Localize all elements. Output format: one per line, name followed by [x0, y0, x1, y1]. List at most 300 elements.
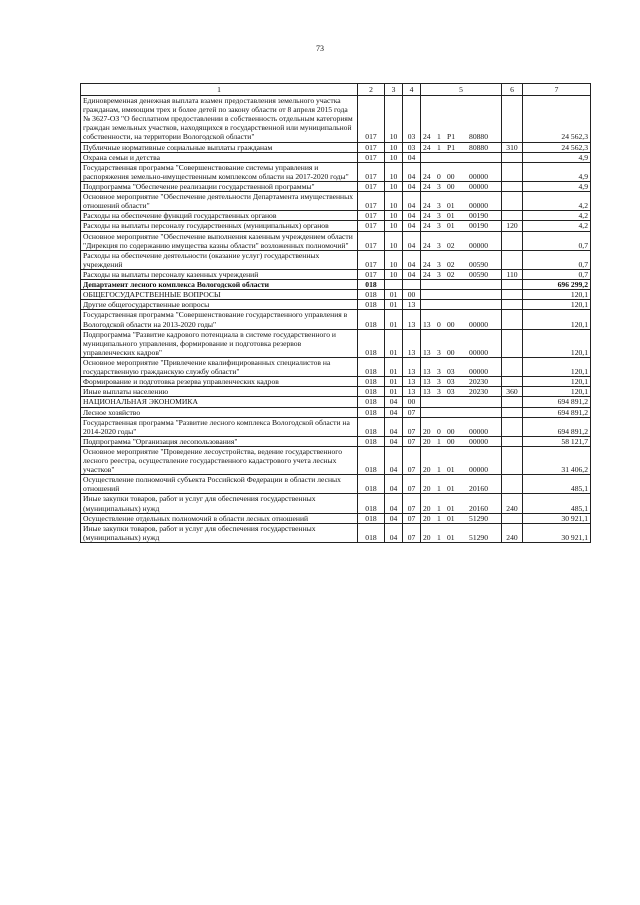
- vr-cell: [502, 407, 523, 417]
- program-code-part: 00: [447, 426, 455, 436]
- program-code-part: 3: [437, 259, 441, 269]
- program-code-part: 1: [437, 142, 441, 152]
- rz-cell: 10: [385, 192, 403, 211]
- row-name-cell: Расходы на обеспечение функций государственных органов: [81, 211, 358, 221]
- pr-cell: 07: [403, 407, 421, 417]
- program-code-cell: [421, 250, 502, 269]
- ved-cell: 018: [358, 280, 385, 290]
- rz-cell: 10: [385, 269, 403, 279]
- pr-cell: 04: [403, 231, 421, 250]
- program-code-part: 02: [447, 269, 455, 279]
- program-code-part: 20: [423, 532, 431, 542]
- program-code-part: 3: [437, 211, 441, 221]
- table-row: [81, 192, 591, 211]
- rz-cell: 04: [385, 417, 403, 436]
- vr-cell: [502, 436, 523, 446]
- program-code-cell: [421, 436, 502, 446]
- vr-cell: [502, 280, 523, 290]
- ved-cell: 018: [358, 290, 385, 300]
- pr-cell: 04: [403, 192, 421, 211]
- program-code-part: 24: [423, 240, 431, 250]
- header-cell: 7: [523, 84, 591, 96]
- table-row: [81, 181, 591, 191]
- rz-cell: 10: [385, 250, 403, 269]
- program-code-part: 13: [423, 377, 431, 387]
- sum-cell: 4,2: [523, 221, 591, 231]
- program-code-part: 01: [447, 503, 455, 513]
- program-code-cell: [421, 181, 502, 191]
- program-code-part: 24: [423, 221, 431, 231]
- ved-cell: 018: [358, 377, 385, 387]
- pr-cell: 07: [403, 417, 421, 436]
- table-row: [81, 211, 591, 221]
- program-code-part: 80880: [469, 132, 488, 142]
- vr-cell: [502, 152, 523, 162]
- ved-cell: 018: [358, 417, 385, 436]
- sum-cell: 485,1: [523, 494, 591, 513]
- sum-cell: 24 562,3: [523, 96, 591, 143]
- program-code-part: 00: [447, 436, 455, 446]
- sum-cell: 0,7: [523, 231, 591, 250]
- table-row: [81, 475, 591, 494]
- table-row: [81, 397, 591, 407]
- program-code-part: 24: [423, 132, 431, 142]
- program-code-part: 1: [437, 132, 441, 142]
- program-code-part: 13: [423, 347, 431, 357]
- program-code-cell: [421, 377, 502, 387]
- ved-cell: 017: [358, 211, 385, 221]
- program-code-part: 00: [447, 171, 455, 181]
- program-code-cell: [421, 231, 502, 250]
- vr-cell: [502, 397, 523, 407]
- program-code-part: 01: [447, 532, 455, 542]
- ved-cell: 017: [358, 162, 385, 181]
- pr-cell: 13: [403, 357, 421, 376]
- row-name-cell: Подпрограмма "Организация лесопользования": [81, 436, 358, 446]
- pr-cell: 13: [403, 387, 421, 397]
- pr-cell: 04: [403, 250, 421, 269]
- program-code-cell: [421, 221, 502, 231]
- pr-cell: 07: [403, 494, 421, 513]
- sum-cell: 24 562,3: [523, 142, 591, 152]
- row-name-cell: Государственная программа "Развитие лесного комплекса Вологодской области на 2014-2020 годы": [81, 417, 358, 436]
- sum-cell: 120,1: [523, 300, 591, 310]
- rz-cell: 04: [385, 494, 403, 513]
- program-code-part: 20160: [469, 484, 488, 494]
- program-code-part: P1: [447, 132, 456, 142]
- vr-cell: [502, 96, 523, 143]
- rz-cell: [385, 280, 403, 290]
- program-code-cell: [421, 142, 502, 152]
- program-code-cell: [421, 300, 502, 310]
- pr-cell: [403, 280, 421, 290]
- program-code-part: 0: [437, 319, 441, 329]
- program-code-part: 01: [447, 484, 455, 494]
- vr-cell: [502, 446, 523, 474]
- program-code-part: 00190: [469, 221, 488, 231]
- table-row: [81, 523, 591, 542]
- table-row: [81, 387, 591, 397]
- program-code-part: P1: [447, 142, 456, 152]
- rz-cell: 01: [385, 329, 403, 357]
- sum-cell: 4,2: [523, 192, 591, 211]
- table-row: [81, 250, 591, 269]
- rz-cell: 04: [385, 475, 403, 494]
- table-header-row: [81, 84, 591, 96]
- program-code-part: 20: [423, 465, 431, 475]
- program-code-cell: [421, 211, 502, 221]
- program-code-part: 1: [437, 465, 441, 475]
- row-name-cell: Осуществление полномочий субъекта Российской Федерации в области лесных отношений: [81, 475, 358, 494]
- program-code-part: 00000: [469, 240, 488, 250]
- rz-cell: 01: [385, 377, 403, 387]
- program-code-part: 24: [423, 211, 431, 221]
- rz-cell: 10: [385, 142, 403, 152]
- pr-cell: 07: [403, 475, 421, 494]
- ved-cell: 018: [358, 446, 385, 474]
- vr-cell: [502, 377, 523, 387]
- row-name-cell: Иные закупки товаров, работ и услуг для обеспечения государственных (муниципальных) нужд: [81, 523, 358, 542]
- sum-cell: 120,1: [523, 357, 591, 376]
- header-cell: 6: [502, 84, 523, 96]
- program-code-part: 00190: [469, 211, 488, 221]
- program-code-part: 3: [437, 347, 441, 357]
- program-code-cell: [421, 162, 502, 181]
- program-code-cell: [421, 397, 502, 407]
- table-row: [81, 280, 591, 290]
- program-code-part: 02: [447, 240, 455, 250]
- pr-cell: 00: [403, 397, 421, 407]
- vr-cell: [502, 475, 523, 494]
- program-code-cell: [421, 192, 502, 211]
- program-code-part: 01: [447, 211, 455, 221]
- rz-cell: 10: [385, 211, 403, 221]
- program-code-cell: [421, 417, 502, 436]
- vr-cell: [502, 250, 523, 269]
- program-code-part: 3: [437, 181, 441, 191]
- pr-cell: 04: [403, 269, 421, 279]
- program-code-part: 00000: [469, 426, 488, 436]
- row-name-cell: Иные закупки товаров, работ и услуг для обеспечения государственных (муниципальных) нужд: [81, 494, 358, 513]
- program-code-part: 24: [423, 269, 431, 279]
- row-name-cell: Государственная программа "Совершенствование государственного управления в Вологодской области на 2013-2020 годы": [81, 310, 358, 329]
- sum-cell: 120,1: [523, 387, 591, 397]
- program-code-part: 00000: [469, 181, 488, 191]
- program-code-part: 1: [437, 532, 441, 542]
- pr-cell: 04: [403, 152, 421, 162]
- program-code-cell: [421, 96, 502, 143]
- rz-cell: 04: [385, 397, 403, 407]
- row-name-cell: Основное мероприятие "Проведение лесоустройства, ведение государственного лесного реестра, осуществление государственного кадастрового учета лесных участков": [81, 446, 358, 474]
- sum-cell: 0,7: [523, 269, 591, 279]
- page-number: 73: [316, 44, 324, 53]
- program-code-part: 03: [447, 367, 455, 377]
- program-code-part: 0: [437, 171, 441, 181]
- table-row: [81, 436, 591, 446]
- rz-cell: 10: [385, 221, 403, 231]
- row-name-cell: Расходы на обеспечение деятельности (оказание услуг) государственных учреждений: [81, 250, 358, 269]
- sum-cell: 120,1: [523, 329, 591, 357]
- sum-cell: 485,1: [523, 475, 591, 494]
- program-code-part: 3: [437, 377, 441, 387]
- rz-cell: 04: [385, 446, 403, 474]
- rz-cell: 10: [385, 96, 403, 143]
- program-code-part: 20: [423, 426, 431, 436]
- sum-cell: 694 891,2: [523, 417, 591, 436]
- ved-cell: 018: [358, 523, 385, 542]
- header-cell: 5: [421, 84, 502, 96]
- ved-cell: 018: [358, 475, 385, 494]
- sum-cell: 120,1: [523, 377, 591, 387]
- program-code-part: 20: [423, 484, 431, 494]
- row-name-cell: Осуществление отдельных полномочий в области лесных отношений: [81, 513, 358, 523]
- rz-cell: 01: [385, 387, 403, 397]
- table-row: [81, 152, 591, 162]
- vr-cell: [502, 513, 523, 523]
- program-code-part: 13: [423, 319, 431, 329]
- program-code-cell: [421, 329, 502, 357]
- pr-cell: 07: [403, 523, 421, 542]
- program-code-part: 00000: [469, 347, 488, 357]
- rz-cell: 04: [385, 436, 403, 446]
- ved-cell: 017: [358, 269, 385, 279]
- program-code-part: 00590: [469, 269, 488, 279]
- program-code-part: 20: [423, 513, 431, 523]
- ved-cell: 018: [358, 436, 385, 446]
- rz-cell: 04: [385, 523, 403, 542]
- sum-cell: 120,1: [523, 290, 591, 300]
- row-name-cell: ОБЩЕГОСУДАРСТВЕННЫЕ ВОПРОСЫ: [81, 290, 358, 300]
- pr-cell: 04: [403, 211, 421, 221]
- pr-cell: 03: [403, 96, 421, 143]
- program-code-cell: [421, 387, 502, 397]
- vr-cell: [502, 310, 523, 329]
- program-code-part: 20: [423, 436, 431, 446]
- sum-cell: 4,9: [523, 162, 591, 181]
- sum-cell: 30 921,1: [523, 523, 591, 542]
- program-code-part: 51290: [469, 532, 488, 542]
- rz-cell: 10: [385, 181, 403, 191]
- table-row: [81, 377, 591, 387]
- table-row: [81, 231, 591, 250]
- pr-cell: 07: [403, 446, 421, 474]
- pr-cell: 13: [403, 329, 421, 357]
- ved-cell: 018: [358, 310, 385, 329]
- program-code-part: 20230: [469, 377, 488, 387]
- row-name-cell: Расходы на выплаты персоналу государственных (муниципальных) органов: [81, 221, 358, 231]
- sum-cell: 696 299,2: [523, 280, 591, 290]
- pr-cell: 03: [403, 142, 421, 152]
- program-code-part: 0: [437, 426, 441, 436]
- pr-cell: 04: [403, 221, 421, 231]
- ved-cell: 017: [358, 192, 385, 211]
- vr-cell: [502, 211, 523, 221]
- rz-cell: 01: [385, 310, 403, 329]
- program-code-cell: [421, 310, 502, 329]
- program-code-part: 24: [423, 181, 431, 191]
- ved-cell: 017: [358, 221, 385, 231]
- pr-cell: 13: [403, 300, 421, 310]
- sum-cell: 31 406,2: [523, 446, 591, 474]
- rz-cell: 04: [385, 513, 403, 523]
- table-row: [81, 494, 591, 513]
- ved-cell: 017: [358, 250, 385, 269]
- vr-cell: [502, 162, 523, 181]
- program-code-cell: [421, 152, 502, 162]
- program-code-part: 01: [447, 201, 455, 211]
- program-code-part: 00000: [469, 436, 488, 446]
- program-code-cell: [421, 446, 502, 474]
- ved-cell: 018: [358, 494, 385, 513]
- rz-cell: 10: [385, 162, 403, 181]
- sum-cell: 694 891,2: [523, 397, 591, 407]
- program-code-part: 03: [447, 377, 455, 387]
- program-code-part: 80880: [469, 142, 488, 152]
- program-code-part: 24: [423, 171, 431, 181]
- program-code-part: 13: [423, 387, 431, 397]
- program-code-part: 01: [447, 513, 455, 523]
- program-code-part: 3: [437, 367, 441, 377]
- program-code-part: 13: [423, 367, 431, 377]
- vr-cell: 120: [502, 221, 523, 231]
- row-name-cell: Государственная программа "Совершенствование системы управления и распоряжения земельно-имущественным комплексом области на 2017-2020 годы": [81, 162, 358, 181]
- program-code-part: 24: [423, 259, 431, 269]
- sum-cell: 120,1: [523, 310, 591, 329]
- program-code-part: 00000: [469, 171, 488, 181]
- row-name-cell: Иные выплаты населению: [81, 387, 358, 397]
- sum-cell: 4,9: [523, 181, 591, 191]
- ved-cell: 018: [358, 357, 385, 376]
- program-code-part: 1: [437, 436, 441, 446]
- ved-cell: 018: [358, 300, 385, 310]
- ved-cell: 018: [358, 397, 385, 407]
- pr-cell: 07: [403, 436, 421, 446]
- row-name-cell: Основное мероприятие "Обеспечение деятельности Департамента имущественных отношений области": [81, 192, 358, 211]
- program-code-part: 3: [437, 387, 441, 397]
- program-code-cell: [421, 513, 502, 523]
- ved-cell: 018: [358, 329, 385, 357]
- program-code-cell: [421, 494, 502, 513]
- rz-cell: 10: [385, 231, 403, 250]
- table-row: [81, 142, 591, 152]
- sum-cell: 4,2: [523, 211, 591, 221]
- program-code-part: 03: [447, 387, 455, 397]
- row-name-cell: Основное мероприятие "Обеспечение выполнения казенным учреждением области "Дирекция по содержанию имущества казны области" возложенных полномочий": [81, 231, 358, 250]
- header-cell: 3: [385, 84, 403, 96]
- vr-cell: [502, 181, 523, 191]
- rz-cell: 10: [385, 152, 403, 162]
- program-code-part: 00: [447, 181, 455, 191]
- pr-cell: 04: [403, 181, 421, 191]
- ved-cell: 017: [358, 96, 385, 143]
- program-code-part: 00000: [469, 319, 488, 329]
- header-cell: 2: [358, 84, 385, 96]
- row-name-cell: Лесное хозяйство: [81, 407, 358, 417]
- program-code-part: 00000: [469, 465, 488, 475]
- program-code-part: 1: [437, 503, 441, 513]
- program-code-part: 20: [423, 503, 431, 513]
- vr-cell: [502, 357, 523, 376]
- table-row: [81, 269, 591, 279]
- program-code-part: 24: [423, 201, 431, 211]
- program-code-cell: [421, 407, 502, 417]
- rz-cell: 01: [385, 290, 403, 300]
- vr-cell: 360: [502, 387, 523, 397]
- table-row: [81, 357, 591, 376]
- header-cell: 4: [403, 84, 421, 96]
- vr-cell: 240: [502, 494, 523, 513]
- vr-cell: 240: [502, 523, 523, 542]
- program-code-cell: [421, 280, 502, 290]
- pr-cell: 13: [403, 310, 421, 329]
- sum-cell: 694 891,2: [523, 407, 591, 417]
- table-row: [81, 446, 591, 474]
- program-code-part: 00590: [469, 259, 488, 269]
- program-code-part: 01: [447, 221, 455, 231]
- pr-cell: 13: [403, 377, 421, 387]
- program-code-part: 3: [437, 269, 441, 279]
- sum-cell: 30 921,1: [523, 513, 591, 523]
- row-name-cell: НАЦИОНАЛЬНАЯ ЭКОНОМИКА: [81, 397, 358, 407]
- table-row: [81, 221, 591, 231]
- program-code-part: 01: [447, 465, 455, 475]
- vr-cell: [502, 231, 523, 250]
- row-name-cell: Подпрограмма "Развитие кадрового потенциала в системе государственного и муниципального управления, формирование и подготовка резервов управленческих кадров": [81, 329, 358, 357]
- program-code-part: 24: [423, 142, 431, 152]
- program-code-part: 1: [437, 513, 441, 523]
- row-name-cell: Единовременная денежная выплата взамен предоставления земельного участка гражданам, имеющим трех и более детей по закону области от 8 апреля 2015 года № 3627-ОЗ "О бесплатном предоставлении в собственность отдельным категориям граждан земельных участков, находящихся в государственной или муниципальной собственности, на территории Вологодской области": [81, 96, 358, 143]
- row-name-cell: Департамент лесного комплекса Вологодской области: [81, 280, 358, 290]
- vr-cell: [502, 192, 523, 211]
- rz-cell: 04: [385, 407, 403, 417]
- rz-cell: 01: [385, 357, 403, 376]
- row-name-cell: Публичные нормативные социальные выплаты гражданам: [81, 142, 358, 152]
- vr-cell: [502, 300, 523, 310]
- ved-cell: 017: [358, 231, 385, 250]
- program-code-part: 3: [437, 221, 441, 231]
- program-code-cell: [421, 475, 502, 494]
- vr-cell: [502, 329, 523, 357]
- program-code-part: 1: [437, 484, 441, 494]
- ved-cell: 018: [358, 407, 385, 417]
- row-name-cell: Расходы на выплаты персоналу казенных учреждений: [81, 269, 358, 279]
- vr-cell: 110: [502, 269, 523, 279]
- vr-cell: 310: [502, 142, 523, 152]
- table-row: [81, 300, 591, 310]
- program-code-cell: [421, 523, 502, 542]
- program-code-part: 00000: [469, 367, 488, 377]
- header-cell: 1: [81, 84, 358, 96]
- ved-cell: 017: [358, 142, 385, 152]
- row-name-cell: Другие общегосударственные вопросы: [81, 300, 358, 310]
- pr-cell: 04: [403, 162, 421, 181]
- table-row: [81, 513, 591, 523]
- table-row: [81, 417, 591, 436]
- program-code-part: 00: [447, 347, 455, 357]
- program-code-part: 02: [447, 259, 455, 269]
- row-name-cell: Подпрограмма "Обеспечение реализации государственной программы": [81, 181, 358, 191]
- sum-cell: 0,7: [523, 250, 591, 269]
- program-code-part: 00000: [469, 201, 488, 211]
- table-row: [81, 290, 591, 300]
- budget-table: [80, 83, 591, 543]
- ved-cell: 017: [358, 152, 385, 162]
- pr-cell: 07: [403, 513, 421, 523]
- ved-cell: 018: [358, 387, 385, 397]
- rz-cell: 01: [385, 300, 403, 310]
- table-body: [81, 84, 591, 543]
- ved-cell: 017: [358, 181, 385, 191]
